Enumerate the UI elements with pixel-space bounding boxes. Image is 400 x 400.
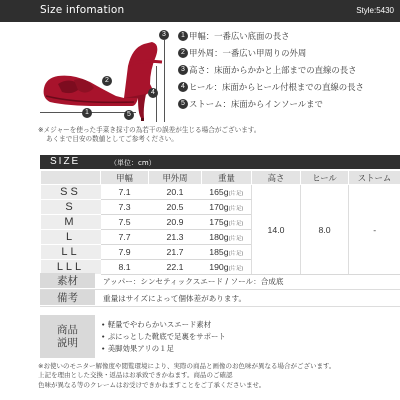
legend-text: 高さ：床面からかかと上部までの直線の長さ — [189, 64, 357, 75]
weight-note: (片足) — [228, 221, 244, 227]
note-line-1: ※メジャーを使った手菜き採寸の為若干の誤差が生じる場合がございます。 — [38, 126, 261, 134]
dimension-line-height — [164, 40, 165, 122]
marker-1: 1 — [82, 108, 92, 118]
size-label: LLL — [41, 260, 101, 275]
note-line-2: あくまで目安の数値としてご参考ください。 — [46, 135, 178, 143]
legend-number: 3 — [178, 65, 188, 75]
table-row — [41, 185, 400, 200]
legend-item — [178, 95, 398, 112]
weight-cell — [202, 185, 252, 200]
weight-value: 180g — [209, 232, 229, 242]
remarks-row — [40, 290, 400, 307]
measurement-legend — [178, 27, 398, 112]
footer-line: ※お使いのモニター解像度や閲覧環境により、実際の商品と画像のお色味が異なる場合がございます。 — [38, 362, 336, 370]
list-item: • 美脚効果アリの１足 — [101, 344, 174, 353]
legend-item — [178, 27, 398, 44]
girth-value: 20.5 — [149, 200, 202, 215]
weight-value: 190g — [209, 262, 229, 272]
weight-note: (片足) — [228, 251, 244, 257]
header-title: Size infomation — [40, 4, 125, 16]
width-value: 7.1 — [101, 185, 149, 200]
marker-4: 4 — [148, 88, 158, 98]
girth-value: 21.3 — [149, 230, 202, 245]
size-label: LL — [41, 245, 101, 260]
girth-value: 20.1 — [149, 185, 202, 200]
storm-value: - — [349, 185, 400, 275]
size-unit: （単位：cm） — [110, 159, 156, 167]
legend-text: 甲幅：一番広い底面の長さ — [189, 30, 290, 41]
header-height: 高さ — [252, 171, 301, 185]
description-label-line-2: 説明 — [57, 336, 78, 349]
size-title: SIZE — [50, 156, 81, 167]
size-info-header — [0, 0, 400, 22]
weight-value: 175g — [209, 217, 229, 227]
legend-item — [178, 78, 398, 95]
list-item: • ぷにっとした靴底で足裏をサポート — [101, 332, 226, 341]
list-item: • 軽量でやわらかいスエード素材 — [101, 320, 212, 329]
width-value: 7.7 — [101, 230, 149, 245]
material-label: 素材 — [40, 273, 95, 289]
weight-cell — [202, 215, 252, 230]
legend-item — [178, 61, 398, 78]
product-description — [40, 315, 400, 358]
legend-text: ストーム：床面からインソールまで — [189, 98, 323, 109]
description-items — [95, 315, 400, 358]
material-row — [40, 273, 400, 290]
width-value: 7.3 — [101, 200, 149, 215]
size-label: S — [41, 200, 101, 215]
width-value: 7.5 — [101, 215, 149, 230]
shoe-diagram — [38, 26, 170, 126]
size-label: M — [41, 215, 101, 230]
footer-line: 色味が異なる等のクレームはお受けできかねますことをご了承くださいませ。 — [38, 380, 266, 389]
footer-disclaimer — [38, 362, 398, 390]
legend-text: ヒール：床面からヒール付根までの直線の長さ — [189, 81, 364, 92]
footer-line: 上記を理由とした交換・返品はお承致できかねます。商品のご確認 — [38, 371, 233, 380]
header-width: 甲幅 — [101, 171, 149, 185]
weight-note: (片足) — [228, 206, 244, 212]
header-heel: ヒール — [301, 171, 349, 185]
size-label: L — [41, 230, 101, 245]
legend-item — [178, 44, 398, 61]
width-value: 8.1 — [101, 260, 149, 275]
legend-text: 甲外周：一番広い甲周りの外周 — [189, 47, 307, 58]
size-table-header — [41, 171, 400, 185]
material-section — [40, 273, 400, 307]
header-weight: 重量 — [202, 171, 252, 185]
legend-number: 4 — [178, 82, 188, 92]
description-label — [40, 315, 95, 358]
weight-cell — [202, 245, 252, 260]
remarks-label: 備考 — [40, 290, 95, 306]
measurement-note — [38, 126, 378, 144]
girth-value: 21.7 — [149, 245, 202, 260]
material-value: アッパー：シンセティックスエード / ソール：合成底 — [103, 277, 284, 286]
width-value: 7.9 — [101, 245, 149, 260]
weight-cell — [202, 230, 252, 245]
legend-number: 2 — [178, 48, 188, 58]
weight-value: 165g — [209, 187, 229, 197]
size-section-header — [40, 155, 400, 169]
girth-value: 20.9 — [149, 215, 202, 230]
header-girth: 甲外周 — [149, 171, 202, 185]
header-size — [41, 171, 101, 185]
legend-number: 1 — [178, 31, 188, 41]
weight-note: (片足) — [228, 236, 244, 242]
height-value: 14.0 — [252, 185, 301, 275]
girth-value: 22.1 — [149, 260, 202, 275]
size-table — [40, 170, 400, 275]
weight-value: 170g — [209, 202, 229, 212]
marker-2: 2 — [102, 76, 112, 86]
weight-value: 185g — [209, 247, 229, 257]
marker-5: 5 — [124, 110, 134, 120]
description-label-line-1: 商品 — [57, 323, 78, 336]
header-storm: ストーム — [349, 171, 400, 185]
heel-value: 8.0 — [301, 185, 349, 275]
legend-number: 5 — [178, 99, 188, 109]
remarks-value: 重量はサイズによって個体差があります。 — [103, 294, 247, 303]
size-label: SS — [41, 185, 101, 200]
weight-note: (片足) — [228, 191, 244, 197]
weight-note: (片足) — [228, 266, 244, 272]
style-number: Style:5430 — [356, 6, 394, 15]
weight-cell — [202, 200, 252, 215]
marker-3: 3 — [159, 30, 169, 40]
